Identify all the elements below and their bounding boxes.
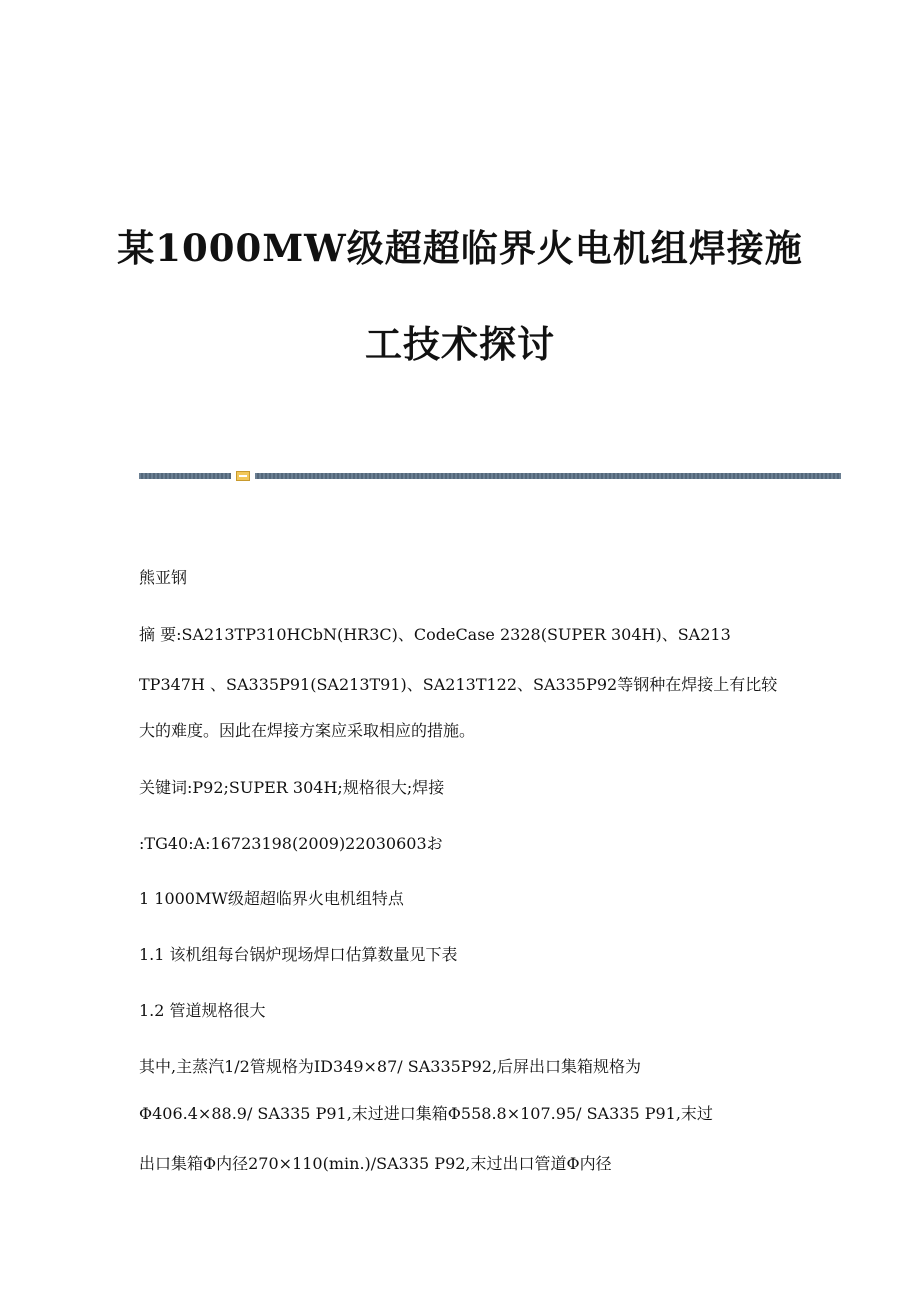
keywords: 关键词:P92;SUPER 304H;规格很大;焊接 [139,778,445,797]
abstract-line-2: TP347H 、SA335P91(SA213T91)、SA213T122、SA335P92等钢种在焊接上有比较 [139,675,778,694]
divider-bar-right [255,473,841,479]
author: 熊亚钢 [139,568,188,587]
section-heading-1: 1 1000MW级超超临界火电机组特点 [139,889,404,908]
abstract-line-3: 大的难度。因此在焊接方案应采取相应的措施。 [139,721,476,740]
body-line-2: Φ406.4×88.9/ SA335 P91,末过进口集箱Φ558.8×107.95/ SA335 P91,末过 [139,1104,713,1123]
document-title-line-2: 工技术探讨 [365,322,555,366]
body-line-3: 出口集箱Φ内径270×110(min.)/SA335 P92,末过出口管道Φ内径 [139,1154,612,1173]
classification-code: :TG40:A:16723198(2009)22030603お [139,834,443,853]
section-heading-1-2: 1.2 管道规格很大 [139,1001,266,1020]
title-divider [139,471,841,481]
section-heading-1-1: 1.1 该机组每台锅炉现场焊口估算数量见下表 [139,945,458,964]
document-title-line-1: 某1000MW级超超临界火电机组焊接施 [117,226,803,270]
divider-emblem-icon [236,471,250,481]
abstract-line-1: 摘 要:SA213TP310HCbN(HR3C)、CodeCase 2328(SUPER 304H)、SA213 [139,625,731,644]
body-line-1: 其中,主蒸汽1/2管规格为ID349×87/ SA335P92,后屏出口集箱规格为 [139,1057,642,1076]
divider-bar-left [139,473,231,479]
